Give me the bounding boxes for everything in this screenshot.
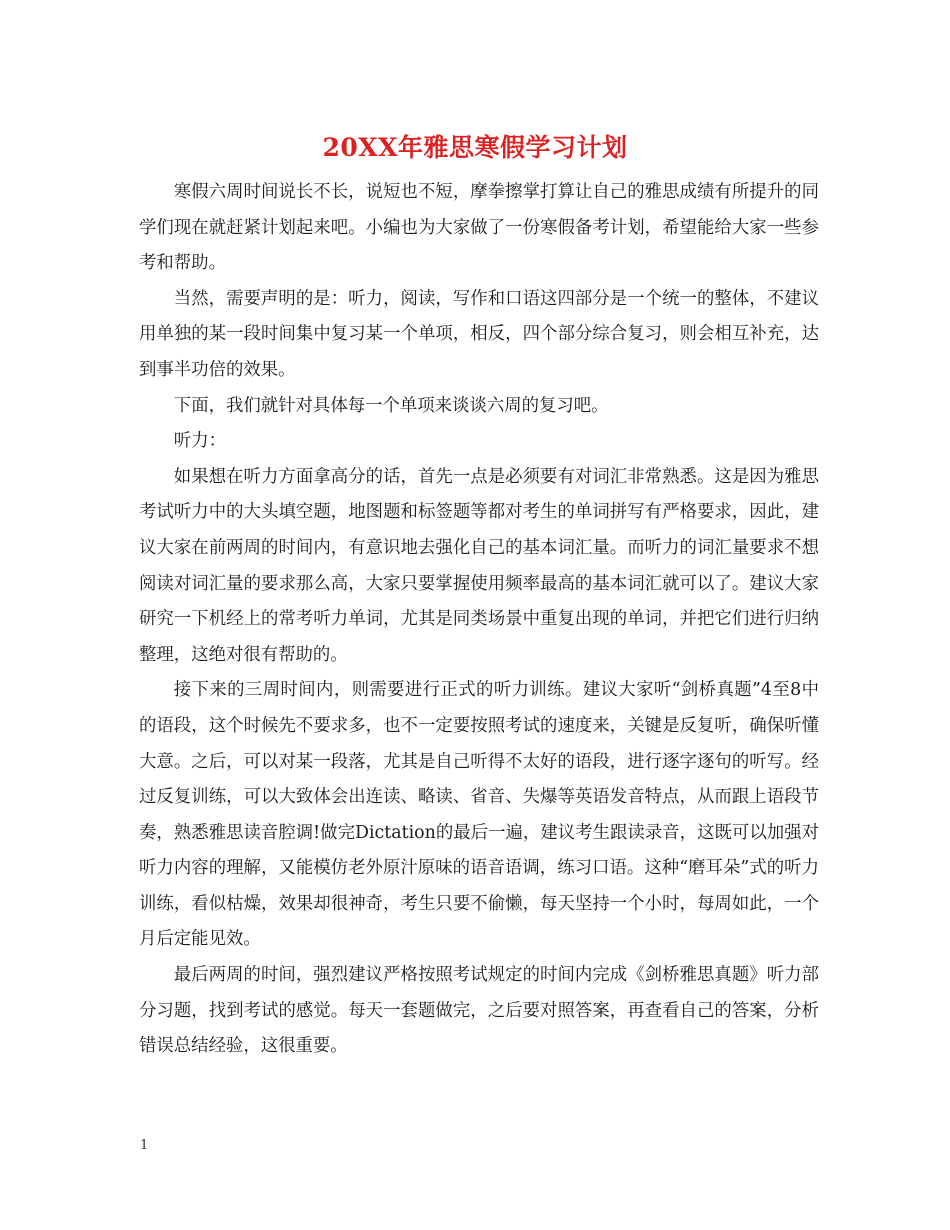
paragraph-transition: 下面，我们就针对具体每一个单项来谈谈六周的复习吧。 bbox=[173, 395, 609, 416]
document-title: 20XX年雅思寒假学习计划 bbox=[322, 133, 628, 162]
section-heading-listening: 听力： bbox=[173, 431, 226, 452]
paragraph-intro: 寒假六周时间说长不长，说短也不短，摩拳擦掌打算让自己的雅思成绩有所提升的同学们现在就赶紧计划起来吧。小编也为大家做了一份寒假备考计划，希望能给大家一些参考和帮助。 bbox=[139, 182, 819, 274]
paragraph-statement: 当然，需要声明的是：听力，阅读，写作和口语这四部分是一个统一的整体，不建议用单独的某一段时间集中复习某一个单项，相反，四个部分综合复习，则会相互补充，达到事半功倍的效果。 bbox=[139, 288, 819, 380]
paragraph-training: 接下来的三周时间内，则需要进行正式的听力训练。建议大家听“剑桥真题”4至8中的语段，这个时候先不要求多，也不一定要按照考试的速度来，关键是反复听，确保听懂大意。之后，可以对某一段落，尤其是自己听得不太好的语段，进行逐字逐句的听写。经过反复训练，可以大致体会出连读、略读、省音、失爆等英语发音特点，从而跟上语段节奏，熟悉雅思读音腔调!做完Dictation的最后一遍，建议考生跟读录音，这既可以加强对听力内容的理解，又能模仿老外原汁原味的语音语调，练习口语。这种“磨耳朵”式的听力训练，看似枯燥，效果却很神奇，考生只要不偷懒，每天坚持一个小时，每周如此，一个月后定能见效。 bbox=[139, 680, 819, 950]
page-number: 1 bbox=[140, 1138, 149, 1153]
paragraph-final-weeks: 最后两周的时间，强烈建议严格按照考试规定的时间内完成《剑桥雅思真题》听力部分习题，找到考试的感觉。每天一套题做完，之后要对照答案，再查看自己的答案，分析错误总结经验，这很重要。 bbox=[139, 965, 819, 1057]
paragraph-vocabulary: 如果想在听力方面拿高分的话，首先一点是必须要有对词汇非常熟悉。这是因为雅思考试听力中的大头填空题，地图题和标签题等都对考生的单词拼写有严格要求，因此，建议大家在前两周的时间内，有意识地去强化自己的基本词汇量。而听力的词汇量要求不想阅读对词汇量的要求那么高，大家只要掌握使用频率最高的基本词汇就可以了。建议大家研究一下机经上的常考听力单词，尤其是同类场景中重复出现的单词，并把它们进行归纳整理，这绝对很有帮助的。 bbox=[139, 466, 819, 665]
document-body bbox=[139, 175, 819, 1065]
